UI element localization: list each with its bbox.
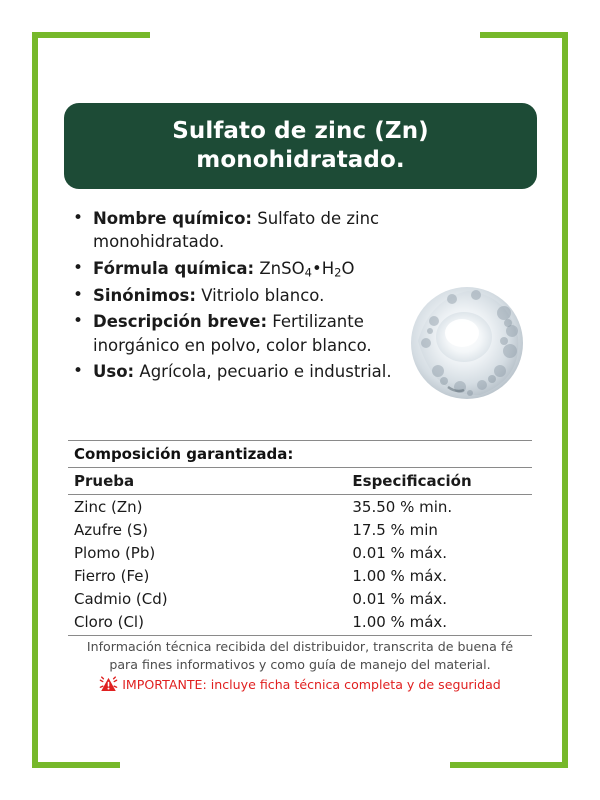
spec-label: Descripción breve: [93, 312, 268, 332]
table-row [68, 495, 532, 519]
title-banner [64, 103, 537, 189]
table-row [68, 587, 532, 610]
table-header-row [68, 468, 532, 495]
spec-value: Fertilizante inorgánico en polvo, color blanco. [93, 312, 372, 355]
footer-disclaimer-line-2: para fines informativos y como guía de manejo del material. [109, 656, 491, 672]
cell-test: Cloro (Cl) [68, 610, 346, 635]
table-caption: Composición garantizada: [68, 440, 532, 468]
table-row [68, 564, 532, 587]
product-photo-powder [404, 279, 530, 405]
list-item [70, 257, 400, 281]
cell-test: Azufre (S) [74, 520, 148, 539]
frame-gap-bottom [120, 756, 450, 774]
page-title: Sulfato de zinc (Zn) monohidratado. [172, 117, 429, 173]
footer-disclaimer-line-1: Información técnica recibida del distribuidor, transcrita de buena fé [86, 639, 514, 654]
formula-dot: •H [311, 258, 335, 278]
footer [68, 638, 532, 693]
spec-label: Nombre químico: [93, 209, 252, 228]
footer-important-notice [68, 676, 532, 693]
table-row [68, 610, 532, 635]
list-item [70, 360, 400, 383]
cell-spec: 35.50 % min. [352, 497, 453, 516]
cell-test: Fierro (Fe) [74, 566, 150, 585]
formula-subscript-2: 2 [334, 265, 342, 280]
formula-part-2: O [341, 258, 355, 278]
cell-spec: 1.00 % máx. [352, 566, 448, 585]
cell-test: Zinc (Zn) [74, 497, 143, 516]
cell-spec: 0.01 % máx. [352, 589, 448, 608]
cell-spec: 17.5 % min [352, 520, 438, 539]
cell-spec: 0.01 % máx. [352, 543, 448, 562]
table-row [68, 541, 532, 564]
spec-value-formula [254, 259, 354, 278]
column-header-test: Prueba [68, 468, 346, 495]
cell-test: Plomo (Pb) [74, 543, 156, 562]
important-text: IMPORTANTE: incluye ficha técnica completa y de seguridad [122, 676, 501, 692]
composition-table-section [68, 440, 532, 636]
formula-part-1: ZnSO [259, 258, 305, 278]
spec-value: Agrícola, pecuario e industrial. [134, 362, 392, 382]
warning-triangle-icon [99, 676, 118, 693]
list-item [70, 284, 400, 307]
cell-spec: 1.00 % máx. [346, 610, 532, 635]
cell-test: Cadmio (Cd) [74, 589, 168, 608]
spec-label: Sinónimos: [93, 285, 196, 305]
frame-gap-top [150, 26, 480, 44]
spec-label: Fórmula química: [93, 258, 255, 278]
specification-list [70, 207, 400, 386]
spec-label: Uso: [93, 362, 135, 382]
spec-value: Vitriolo blanco. [195, 285, 325, 305]
list-item [70, 310, 400, 357]
composition-table [68, 468, 532, 636]
spec-value: Sulfato de zinc monohidratado. [93, 209, 380, 252]
formula-subscript-1: 4 [304, 265, 312, 280]
list-item [70, 207, 400, 254]
column-header-spec: Especificación [346, 468, 532, 495]
table-row [68, 518, 532, 541]
